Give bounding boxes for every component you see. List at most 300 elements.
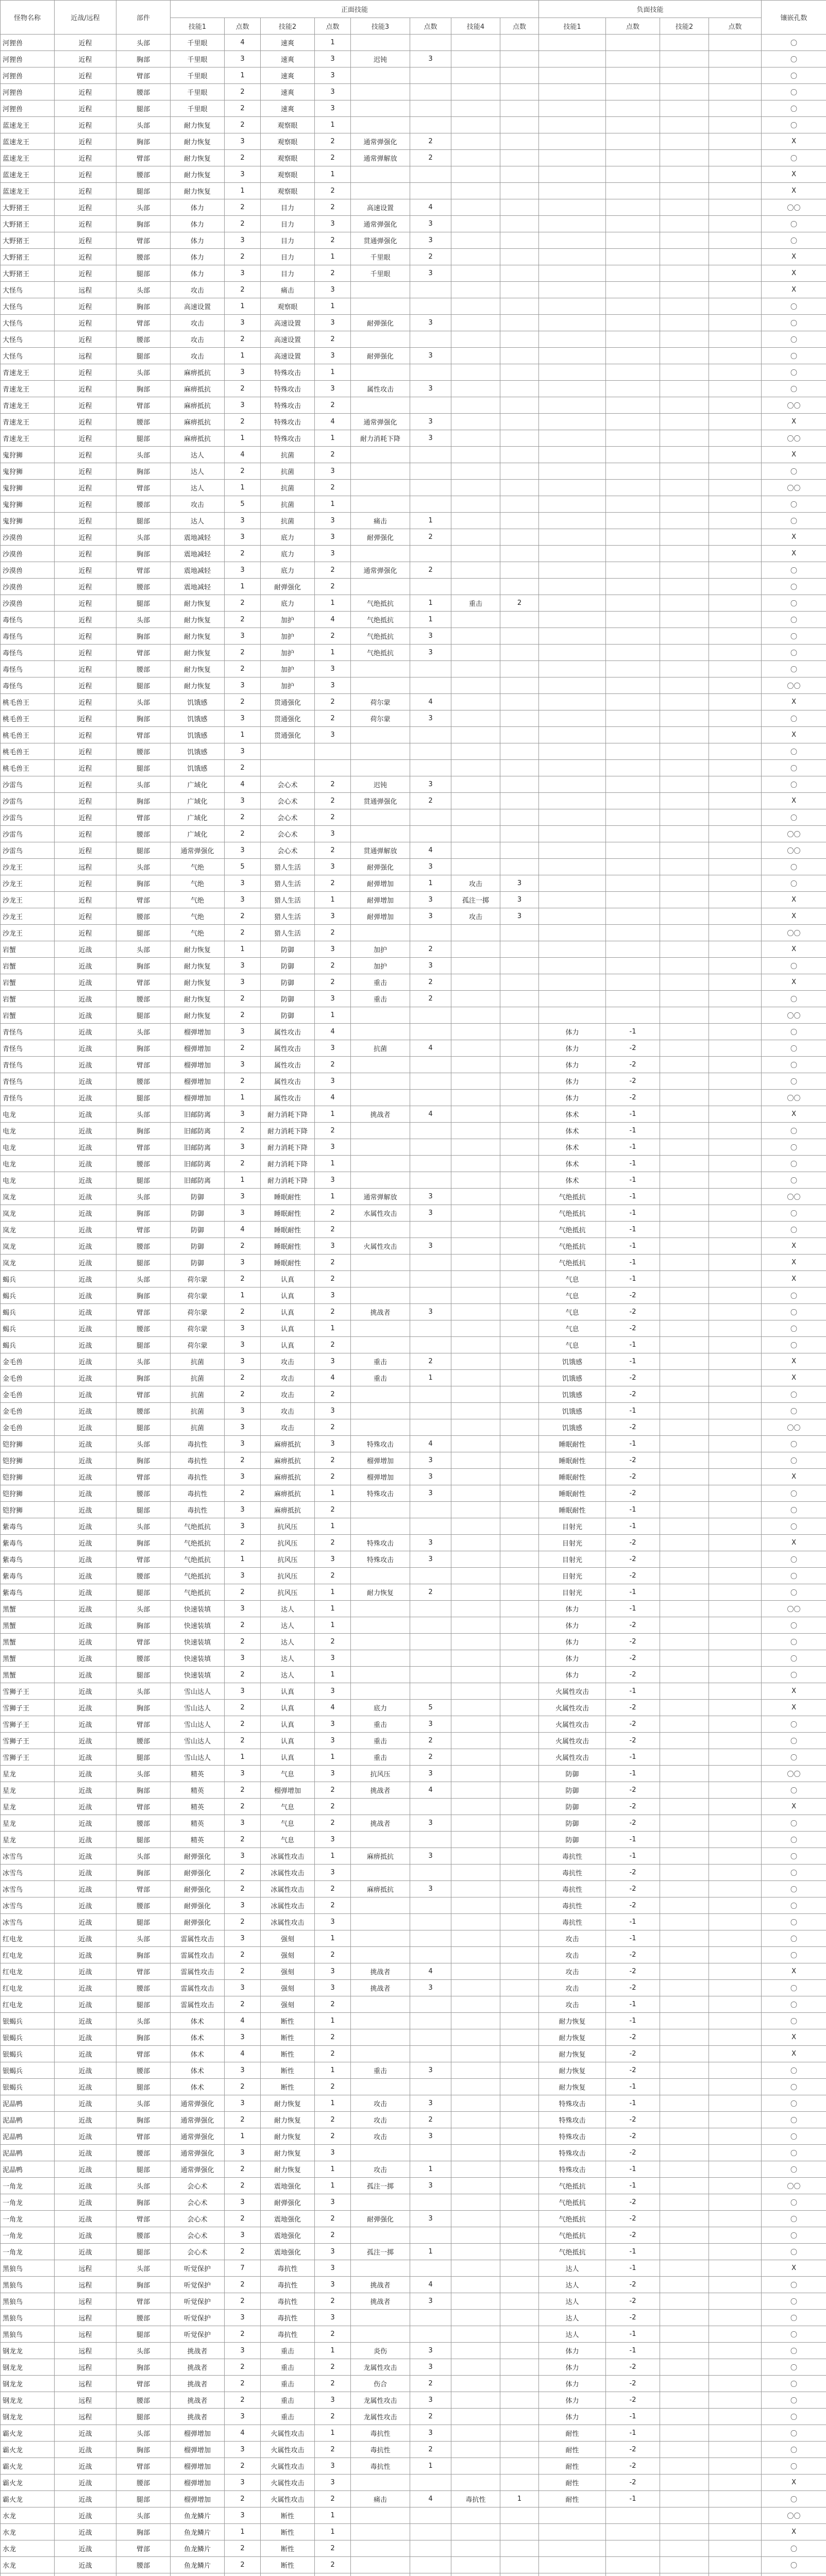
neg-skill2 xyxy=(660,1222,709,1238)
pos-points1: 4 xyxy=(225,447,261,463)
neg-points2 xyxy=(709,1205,762,1222)
pos-points3: 3 xyxy=(410,1304,451,1320)
neg-skill1: 达人 xyxy=(539,2277,606,2293)
neg-skill2 xyxy=(660,1535,709,1551)
neg-points1: -2 xyxy=(606,1320,660,1337)
attack-type: 近程 xyxy=(55,645,116,661)
pos-points2: 3 xyxy=(315,463,351,480)
pos-skill3: 挑战者 xyxy=(351,2277,410,2293)
pos-points2: 1 xyxy=(315,298,351,315)
pos-points2: 2 xyxy=(315,1419,351,1436)
pos-points2: 2 xyxy=(315,1782,351,1799)
pos-points2: 2 xyxy=(315,1304,351,1320)
monster-name: 电龙 xyxy=(1,1123,55,1139)
pos-points3 xyxy=(410,1914,451,1930)
monster-name: 水龙 xyxy=(1,2507,55,2524)
pos-points3: 3 xyxy=(410,710,451,727)
pos-skill2: 防御 xyxy=(261,1007,315,1024)
slot-count: 〇 xyxy=(762,645,826,661)
pos-points4 xyxy=(500,35,539,51)
monster-name: 电龙 xyxy=(1,1172,55,1189)
neg-points2 xyxy=(709,809,762,826)
monster-name: 星龙 xyxy=(1,1766,55,1782)
neg-points1: -2 xyxy=(606,1040,660,1057)
pos-skill3 xyxy=(351,661,410,677)
pos-skill1: 震地减轻 xyxy=(171,562,225,579)
table-row xyxy=(1,1601,826,1617)
table-row xyxy=(1,463,826,480)
neg-skill2 xyxy=(660,331,709,348)
pos-skill4 xyxy=(451,2062,500,2079)
pos-points1: 2 xyxy=(225,2161,261,2178)
attack-type: 近战 xyxy=(55,991,116,1007)
body-part: 臂部 xyxy=(116,2211,171,2227)
pos-points2: 4 xyxy=(315,1370,351,1386)
neg-points2 xyxy=(709,430,762,447)
pos-points3 xyxy=(410,397,451,414)
slot-count: 〇 xyxy=(762,2211,826,2227)
neg-skill2 xyxy=(660,1848,709,1865)
slot-count: 〇〇 xyxy=(762,1189,826,1205)
pos-skill2: 认真 xyxy=(261,1287,315,1304)
neg-points1: -2 xyxy=(606,1865,660,1881)
pos-points3 xyxy=(410,1090,451,1106)
neg-skill2 xyxy=(660,859,709,875)
pos-skill3 xyxy=(351,282,410,298)
pos-skill4 xyxy=(451,381,500,397)
attack-type: 近战 xyxy=(55,1865,116,1881)
neg-points1: -1 xyxy=(606,2343,660,2359)
pos-points4 xyxy=(500,661,539,677)
table-row xyxy=(1,1502,826,1518)
table-row xyxy=(1,117,826,133)
attack-type: 远程 xyxy=(55,282,116,298)
body-part: 腰部 xyxy=(116,2227,171,2244)
pos-points4 xyxy=(500,1617,539,1634)
pos-skill3 xyxy=(351,1683,410,1700)
neg-skill1: 耐性 xyxy=(539,2425,606,2442)
pos-points4 xyxy=(500,1485,539,1502)
pos-points4 xyxy=(500,727,539,743)
pos-points2: 3 xyxy=(315,1683,351,1700)
pos-skill3 xyxy=(351,1996,410,2013)
pos-points3 xyxy=(410,183,451,199)
pos-skill4 xyxy=(451,1469,500,1485)
pos-points1: 2 xyxy=(225,1584,261,1601)
neg-skill2 xyxy=(660,628,709,645)
body-part: 胸部 xyxy=(116,133,171,150)
pos-skill4 xyxy=(451,2293,500,2310)
pos-points3 xyxy=(410,661,451,677)
neg-skill1: 体力 xyxy=(539,1601,606,1617)
pos-points4 xyxy=(500,331,539,348)
pos-points1: 3 xyxy=(225,1897,261,1914)
pos-points3: 3 xyxy=(410,2178,451,2194)
pos-points3: 4 xyxy=(410,1106,451,1123)
monster-name: 一角龙 xyxy=(1,2211,55,2227)
neg-points2 xyxy=(709,249,762,265)
neg-skill2 xyxy=(660,166,709,183)
pos-points2 xyxy=(315,760,351,776)
body-part: 腰部 xyxy=(116,414,171,430)
neg-skill1 xyxy=(539,760,606,776)
pos-skill4 xyxy=(451,2112,500,2128)
pos-points1: 3 xyxy=(225,265,261,282)
table-row xyxy=(1,282,826,298)
neg-points1 xyxy=(606,150,660,166)
pos-points1: 3 xyxy=(225,562,261,579)
pos-skill3 xyxy=(351,1634,410,1650)
pos-points4 xyxy=(500,2310,539,2326)
body-part: 腰部 xyxy=(116,2475,171,2491)
pos-points1: 3 xyxy=(225,529,261,546)
pos-points1: 2 xyxy=(225,381,261,397)
pos-points1: 2 xyxy=(225,2557,261,2573)
pos-points1: 3 xyxy=(225,793,261,809)
neg-skill1: 毒抗性 xyxy=(539,1848,606,1865)
pos-skill2: 震地强化 xyxy=(261,2211,315,2227)
monster-name: 钢龙龙 xyxy=(1,2392,55,2409)
table-row xyxy=(1,2260,826,2277)
pos-points4 xyxy=(500,2227,539,2244)
neg-points2 xyxy=(709,1007,762,1024)
attack-type: 近战 xyxy=(55,1156,116,1172)
neg-points2 xyxy=(709,974,762,991)
pos-points3 xyxy=(410,1865,451,1881)
neg-points1: -2 xyxy=(606,2194,660,2211)
body-part: 头部 xyxy=(116,2013,171,2029)
attack-type: 近程 xyxy=(55,546,116,562)
pos-points3 xyxy=(410,463,451,480)
pos-points2: 1 xyxy=(315,1601,351,1617)
slot-count: X xyxy=(762,1106,826,1123)
pos-points4 xyxy=(500,743,539,760)
pos-skill2: 断性 xyxy=(261,2524,315,2540)
pos-points1: 2 xyxy=(225,2178,261,2194)
pos-skill3: 属性攻击 xyxy=(351,381,410,397)
pos-points1: 2 xyxy=(225,2359,261,2376)
pos-skill1: 雪山达人 xyxy=(171,1749,225,1766)
pos-points3 xyxy=(410,1947,451,1963)
neg-skill2 xyxy=(660,793,709,809)
pos-skill3 xyxy=(351,364,410,381)
table-row xyxy=(1,2178,826,2194)
monster-name: 雪狮子王 xyxy=(1,1749,55,1766)
slot-count: 〇 xyxy=(762,2194,826,2211)
slot-count: X xyxy=(762,1370,826,1386)
neg-points2 xyxy=(709,199,762,216)
slot-count: 〇 xyxy=(762,2491,826,2507)
neg-skill2 xyxy=(660,496,709,513)
neg-skill1 xyxy=(539,1007,606,1024)
neg-skill2 xyxy=(660,2062,709,2079)
pos-skill2: 重击 xyxy=(261,2359,315,2376)
pos-points4 xyxy=(500,364,539,381)
pos-skill3: 特殊攻击 xyxy=(351,1551,410,1568)
monster-name: 青速龙王 xyxy=(1,430,55,447)
neg-points2 xyxy=(709,2442,762,2458)
pos-skill1: 千里眼 xyxy=(171,35,225,51)
pos-points3: 3 xyxy=(410,216,451,232)
pos-points3 xyxy=(410,2046,451,2062)
attack-type: 近程 xyxy=(55,397,116,414)
pos-skill2: 特殊攻击 xyxy=(261,381,315,397)
pos-skill3 xyxy=(351,1123,410,1139)
neg-points1: -1 xyxy=(606,1156,660,1172)
pos-points4 xyxy=(500,2293,539,2310)
neg-skill2 xyxy=(660,67,709,84)
monster-name: 星龙 xyxy=(1,1782,55,1799)
pos-points3 xyxy=(410,1502,451,1518)
neg-points1: -1 xyxy=(606,1106,660,1123)
neg-points2 xyxy=(709,1452,762,1469)
neg-skill1 xyxy=(539,612,606,628)
pos-skill3: 耐力消耗下降 xyxy=(351,430,410,447)
neg-points1 xyxy=(606,513,660,529)
pos-points4 xyxy=(500,2409,539,2425)
table-row xyxy=(1,859,826,875)
pos-skill3: 挑战者 xyxy=(351,1815,410,1832)
table-row xyxy=(1,2458,826,2475)
pos-points3 xyxy=(410,2540,451,2557)
pos-skill4 xyxy=(451,51,500,67)
neg-skill2 xyxy=(660,216,709,232)
pos-points2: 3 xyxy=(315,991,351,1007)
pos-points2: 2 xyxy=(315,2326,351,2343)
pos-skill3: 攻击 xyxy=(351,2095,410,2112)
attack-type: 近程 xyxy=(55,628,116,645)
pos-points2: 2 xyxy=(315,1337,351,1353)
neg-skill2 xyxy=(660,974,709,991)
table-row xyxy=(1,1700,826,1716)
slot-count: 〇 xyxy=(762,2079,826,2095)
pos-skill2: 猎人生活 xyxy=(261,875,315,892)
neg-skill1 xyxy=(539,546,606,562)
slot-count: X xyxy=(762,249,826,265)
table-row xyxy=(1,2475,826,2491)
table-row xyxy=(1,1386,826,1403)
pos-skill4 xyxy=(451,2161,500,2178)
neg-skill2 xyxy=(660,1815,709,1832)
pos-skill4 xyxy=(451,1090,500,1106)
attack-type: 近战 xyxy=(55,2029,116,2046)
neg-skill2 xyxy=(660,1749,709,1766)
pos-skill4 xyxy=(451,958,500,974)
pos-points1: 2 xyxy=(225,1040,261,1057)
pos-skill3 xyxy=(351,117,410,133)
pos-skill2: 会心术 xyxy=(261,826,315,842)
pos-skill4 xyxy=(451,1271,500,1287)
pos-skill4 xyxy=(451,1485,500,1502)
attack-type: 近战 xyxy=(55,1238,116,1255)
pos-points1: 3 xyxy=(225,1255,261,1271)
pos-points3 xyxy=(410,1930,451,1947)
attack-type: 近战 xyxy=(55,1617,116,1634)
monster-name: 河狸兽 xyxy=(1,100,55,117)
table-row xyxy=(1,1436,826,1452)
pos-skill2: 火属性攻击 xyxy=(261,2475,315,2491)
pos-points2: 1 xyxy=(315,1617,351,1634)
pos-points2: 1 xyxy=(315,595,351,612)
pos-skill3: 炎伤 xyxy=(351,2343,410,2359)
pos-skill4 xyxy=(451,2343,500,2359)
table-row xyxy=(1,216,826,232)
attack-type: 近战 xyxy=(55,1518,116,1535)
neg-skill1 xyxy=(539,513,606,529)
body-part: 腿部 xyxy=(116,1255,171,1271)
neg-points2 xyxy=(709,298,762,315)
table-row xyxy=(1,809,826,826)
pos-points1: 2 xyxy=(225,1617,261,1634)
pos-skill4 xyxy=(451,2507,500,2524)
body-part: 腰部 xyxy=(116,1320,171,1337)
pos-skill4 xyxy=(451,941,500,958)
pos-skill1: 体力 xyxy=(171,232,225,249)
attack-type: 近程 xyxy=(55,529,116,546)
table-row xyxy=(1,2310,826,2326)
neg-skill1: 体术 xyxy=(539,1106,606,1123)
header-pos-skill4: 技能4 xyxy=(451,18,500,35)
neg-skill1 xyxy=(539,710,606,727)
pos-points1: 3 xyxy=(225,1502,261,1518)
neg-skill2 xyxy=(660,1930,709,1947)
table-row xyxy=(1,1716,826,1733)
neg-points2 xyxy=(709,1502,762,1518)
monster-name: 毒怪鸟 xyxy=(1,645,55,661)
pos-points4 xyxy=(500,1024,539,1040)
body-part: 腰部 xyxy=(116,2145,171,2161)
pos-points4 xyxy=(500,1320,539,1337)
attack-type: 近战 xyxy=(55,1287,116,1304)
neg-skill2 xyxy=(660,1947,709,1963)
pos-skill4 xyxy=(451,1930,500,1947)
pos-skill2: 强刻 xyxy=(261,1963,315,1980)
pos-skill2: 耐弹强化 xyxy=(261,2194,315,2211)
attack-type: 近程 xyxy=(55,199,116,216)
pos-points3 xyxy=(410,579,451,595)
pos-points4 xyxy=(500,2112,539,2128)
pos-skill3: 耐弹增加 xyxy=(351,908,410,925)
body-part: 腰部 xyxy=(116,579,171,595)
neg-points1: -2 xyxy=(606,1551,660,1568)
pos-points1: 1 xyxy=(225,480,261,496)
monster-name: 雪狮子王 xyxy=(1,1733,55,1749)
pos-points3: 3 xyxy=(410,232,451,249)
attack-type: 远程 xyxy=(55,2359,116,2376)
neg-points1: -2 xyxy=(606,2293,660,2310)
attack-type: 近程 xyxy=(55,150,116,166)
table-row xyxy=(1,2326,826,2343)
neg-skill1: 气绝抵抗 xyxy=(539,2178,606,2194)
attack-type: 近程 xyxy=(55,249,116,265)
pos-points1: 3 xyxy=(225,133,261,150)
pos-skill1: 耐力恢复 xyxy=(171,133,225,150)
body-part: 臂部 xyxy=(116,1963,171,1980)
pos-skill4 xyxy=(451,546,500,562)
monster-name: 黑狼鸟 xyxy=(1,2326,55,2343)
pos-skill2: 速爽 xyxy=(261,51,315,67)
monster-name: 冰雪鸟 xyxy=(1,1914,55,1930)
neg-points2 xyxy=(709,2507,762,2524)
table-row xyxy=(1,1650,826,1667)
neg-skill1 xyxy=(539,677,606,694)
pos-skill3 xyxy=(351,1255,410,1271)
neg-skill2 xyxy=(660,2128,709,2145)
neg-points1 xyxy=(606,842,660,859)
pos-points1: 1 xyxy=(225,67,261,84)
pos-skill4 xyxy=(451,1320,500,1337)
pos-skill3 xyxy=(351,2475,410,2491)
monster-name: 霸火龙 xyxy=(1,2475,55,2491)
slot-count: X xyxy=(762,2029,826,2046)
pos-skill3 xyxy=(351,1320,410,1337)
pos-skill3: 孤注一掷 xyxy=(351,2244,410,2260)
table-row xyxy=(1,628,826,645)
table-row xyxy=(1,2211,826,2227)
neg-points2 xyxy=(709,84,762,100)
pos-points3: 4 xyxy=(410,1782,451,1799)
body-part: 头部 xyxy=(116,2507,171,2524)
body-part: 头部 xyxy=(116,1271,171,1287)
pos-points4 xyxy=(500,282,539,298)
pos-points3: 3 xyxy=(410,776,451,793)
slot-count: 〇 xyxy=(762,463,826,480)
pos-points4 xyxy=(500,1980,539,1996)
neg-skill2 xyxy=(660,315,709,331)
pos-skill2: 防御 xyxy=(261,974,315,991)
monster-name: 铠狩狮 xyxy=(1,1469,55,1485)
slot-count: X xyxy=(762,1469,826,1485)
pos-skill4 xyxy=(451,2244,500,2260)
monster-name: 沙漠兽 xyxy=(1,579,55,595)
pos-skill1: 毒抗性 xyxy=(171,1452,225,1469)
pos-skill2: 毒抗性 xyxy=(261,2326,315,2343)
pos-skill3: 重击 xyxy=(351,1733,410,1749)
pos-points4 xyxy=(500,1502,539,1518)
neg-skill1: 体力 xyxy=(539,2343,606,2359)
body-part: 头部 xyxy=(116,1106,171,1123)
table-row xyxy=(1,2161,826,2178)
attack-type: 近程 xyxy=(55,579,116,595)
body-part: 腿部 xyxy=(116,2326,171,2343)
attack-type: 近战 xyxy=(55,1452,116,1469)
neg-points1: -2 xyxy=(606,1733,660,1749)
pos-skill1: 攻击 xyxy=(171,496,225,513)
pos-points4 xyxy=(500,2376,539,2392)
neg-skill1: 耐力恢复 xyxy=(539,2046,606,2062)
neg-skill2 xyxy=(660,2326,709,2343)
neg-skill2 xyxy=(660,612,709,628)
pos-skill3 xyxy=(351,1090,410,1106)
attack-type: 近战 xyxy=(55,1848,116,1865)
body-part: 胸部 xyxy=(116,1617,171,1634)
pos-skill1: 会心术 xyxy=(171,2211,225,2227)
neg-skill2 xyxy=(660,1963,709,1980)
pos-skill4 xyxy=(451,1601,500,1617)
pos-skill2: 睡眠耐性 xyxy=(261,1205,315,1222)
pos-skill4 xyxy=(451,1189,500,1205)
body-part: 腰部 xyxy=(116,1073,171,1090)
neg-skill2 xyxy=(660,826,709,842)
pos-points4 xyxy=(500,2524,539,2540)
table-row xyxy=(1,1766,826,1782)
pos-points4 xyxy=(500,117,539,133)
body-part: 腰部 xyxy=(116,1650,171,1667)
pos-points1: 2 xyxy=(225,1634,261,1650)
pos-skill3: 气绝抵抗 xyxy=(351,645,410,661)
pos-points2: 2 xyxy=(315,1535,351,1551)
slot-count: 〇 xyxy=(762,1320,826,1337)
